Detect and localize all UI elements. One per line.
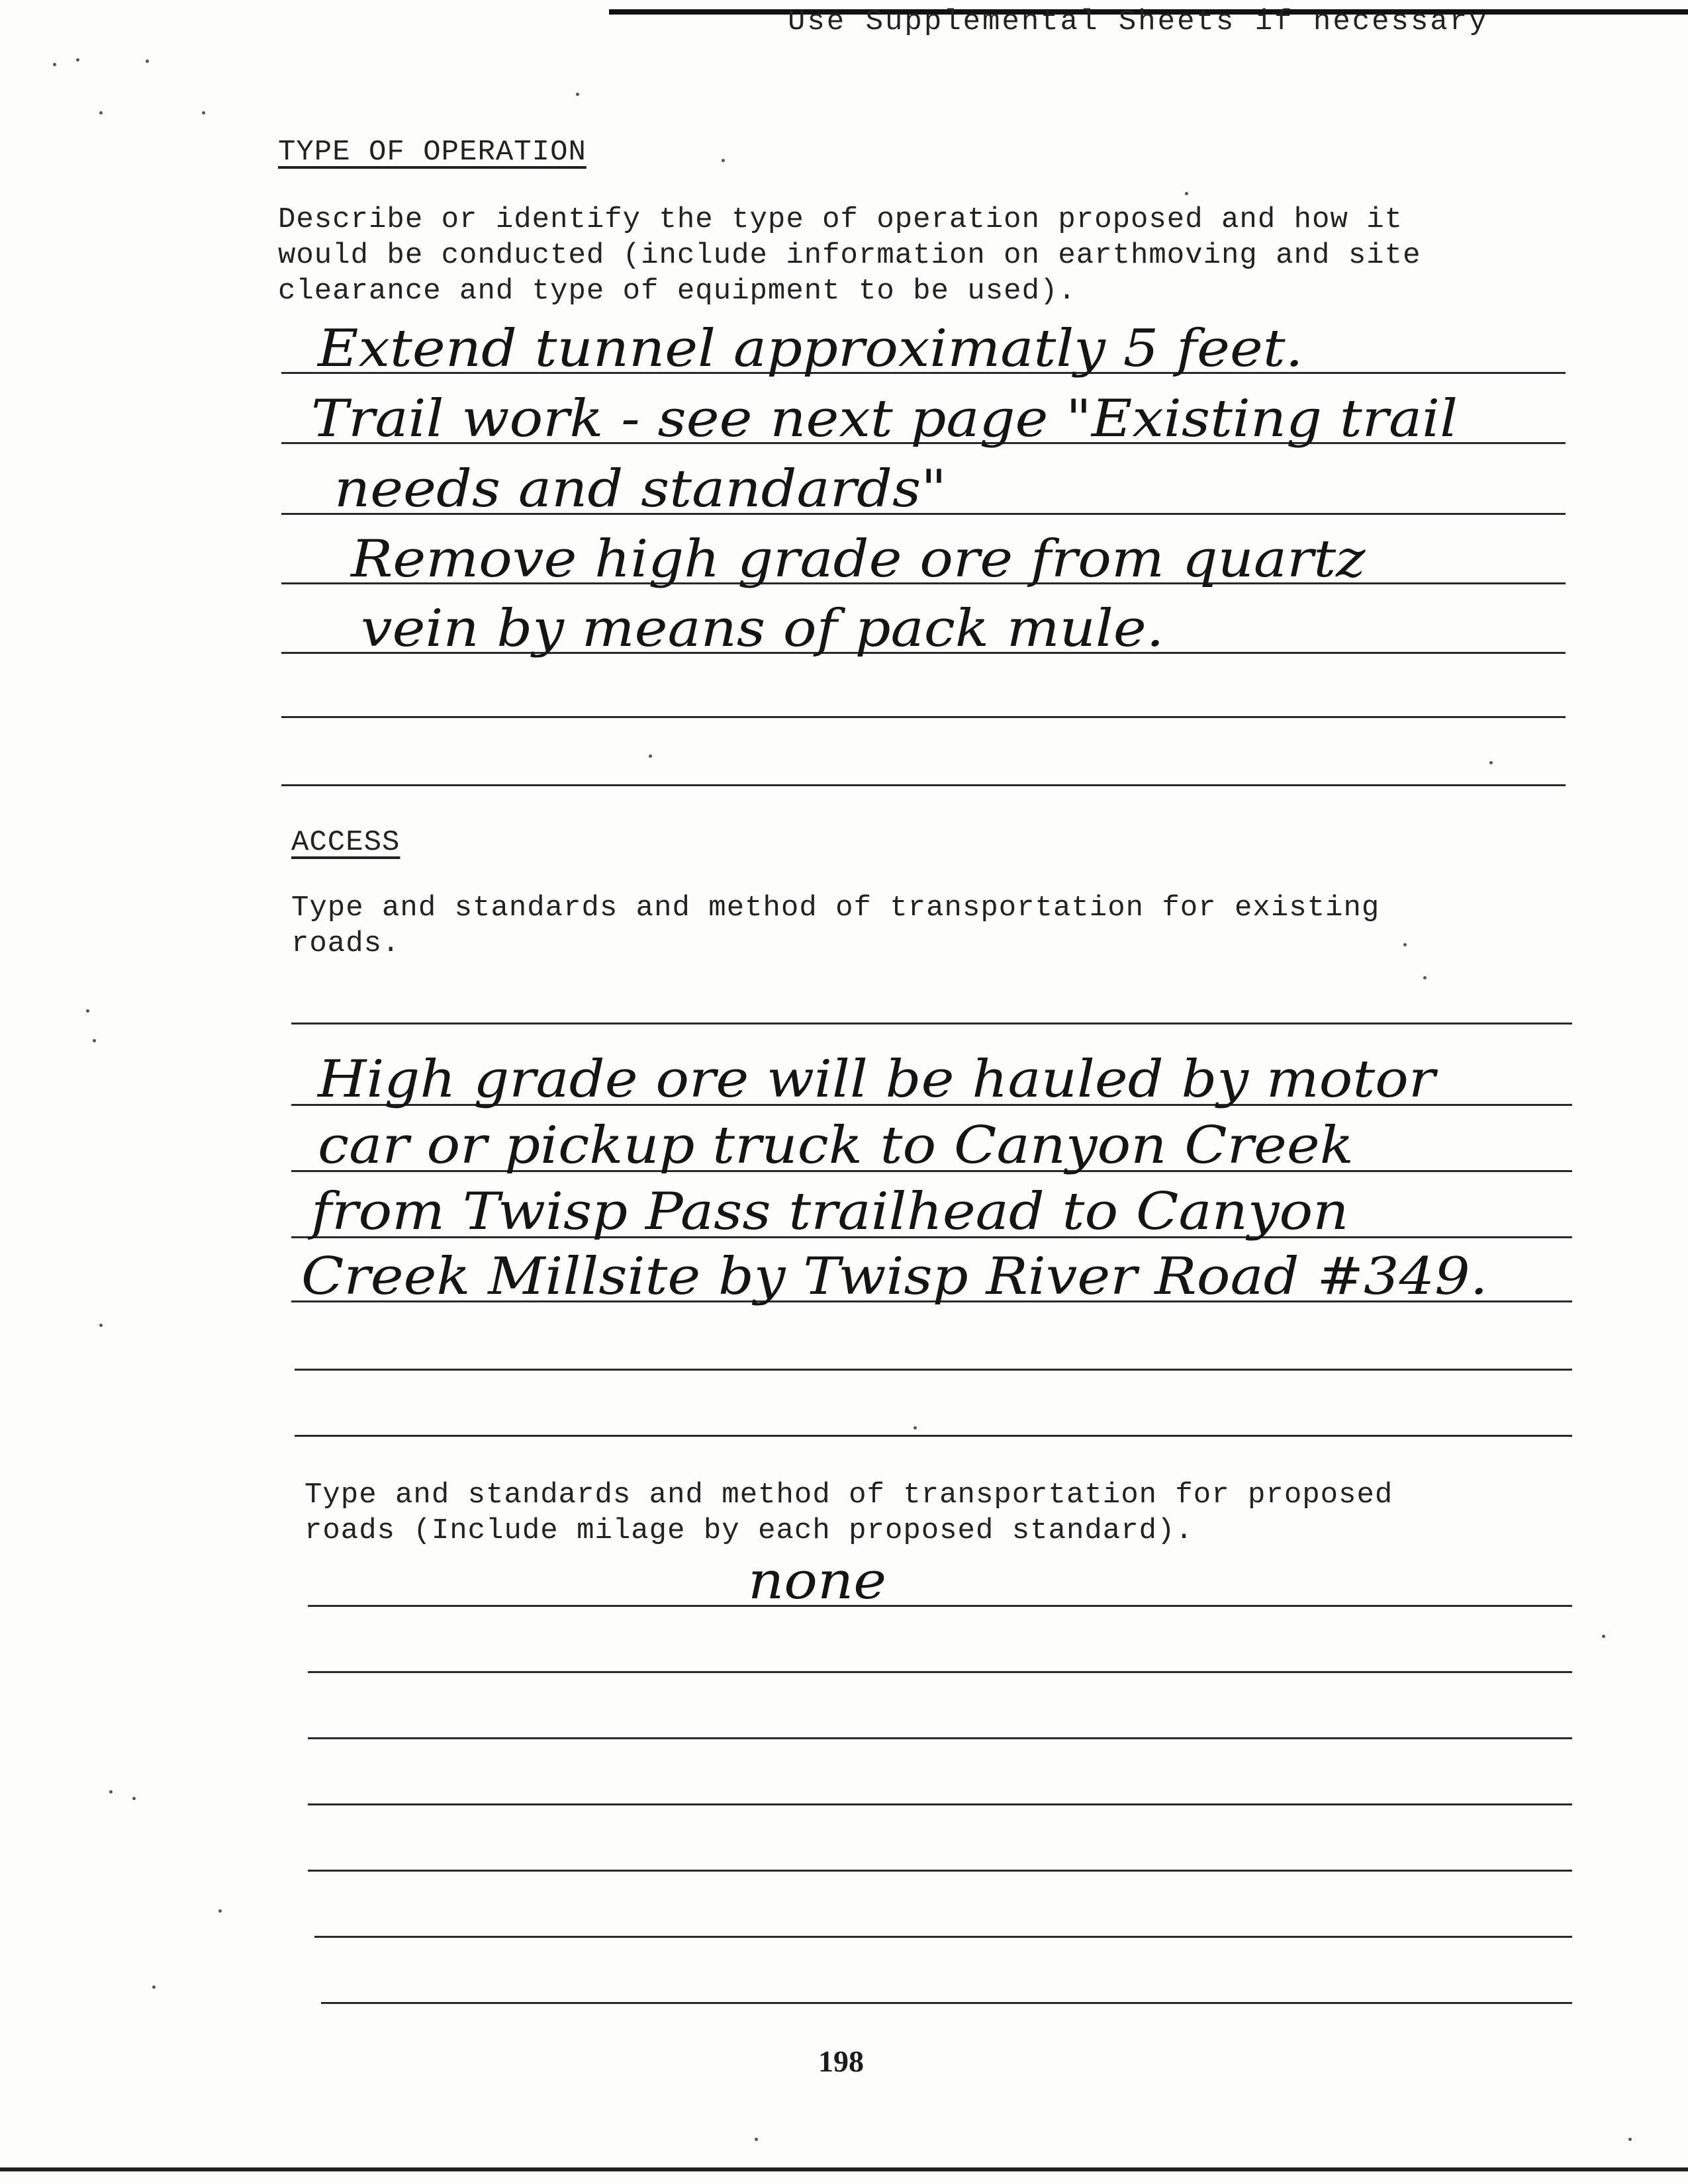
answer-rule	[281, 716, 1566, 718]
answer-rule	[295, 1369, 1572, 1371]
page-number: 198	[818, 2044, 864, 2078]
handwritten-answer: Remove high grade ore from quartz	[351, 529, 1366, 589]
handwritten-answer: Trail work - see next page "Existing trail	[311, 389, 1458, 449]
answer-rule	[308, 1803, 1572, 1805]
scan-speck	[202, 111, 205, 114]
scan-speck	[218, 1909, 222, 1913]
answer-rule	[314, 1936, 1572, 1938]
scan-speck	[53, 63, 56, 66]
instruction-line: Type and standards and method of transportation for proposed	[305, 1479, 1393, 1512]
handwritten-answer: Extend tunnel approximatly 5 feet.	[318, 319, 1303, 379]
answer-rule	[308, 1870, 1572, 1872]
answer-rule	[291, 1023, 1572, 1024]
scan-speck	[1628, 2138, 1632, 2141]
scan-speck	[86, 1009, 89, 1013]
instruction-line: Describe or identify the type of operation proposed and how it	[278, 203, 1403, 236]
scan-speck	[99, 1324, 103, 1327]
supplemental-sheets-note: Use Supplemental Sheets if necessary	[788, 5, 1489, 38]
handwritten-answer: none	[748, 1551, 887, 1611]
scan-speck	[914, 1426, 917, 1430]
scan-speck	[1489, 761, 1493, 764]
answer-rule	[308, 1605, 1572, 1607]
answer-rule	[295, 1435, 1572, 1437]
handwritten-answer: from Twisp Pass trailhead to Canyon	[311, 1182, 1349, 1242]
scan-speck	[1423, 976, 1427, 979]
bottom-rule	[0, 2167, 1688, 2171]
type-of-operation-heading: TYPE OF OPERATION	[278, 136, 586, 169]
handwritten-answer: High grade ore will be hauled by motor	[318, 1050, 1436, 1109]
scan-speck	[576, 93, 579, 96]
scan-speck	[755, 2138, 758, 2141]
answer-rule	[308, 1737, 1572, 1739]
scan-speck	[132, 1797, 136, 1800]
handwritten-answer: car or pickup truck to Canyon Creek	[318, 1116, 1354, 1175]
scan-speck	[99, 111, 103, 114]
scan-speck	[649, 754, 652, 758]
scan-speck	[152, 1985, 156, 1989]
instruction-line: clearance and type of equipment to be used).	[278, 275, 1076, 308]
scan-speck	[146, 60, 149, 63]
existing-roads-instructions	[291, 890, 1380, 962]
answer-rule	[308, 1671, 1572, 1673]
scan-speck	[1602, 1635, 1605, 1638]
answer-rule	[281, 784, 1566, 786]
scan-speck	[76, 58, 79, 62]
instruction-line: would be conducted (include information on earthmoving and site	[278, 239, 1421, 272]
instruction-line: roads.	[291, 927, 400, 960]
scan-speck	[1403, 943, 1407, 946]
handwritten-answer: needs and standards"	[334, 459, 947, 519]
scan-speck	[109, 1790, 113, 1794]
scan-speck	[722, 159, 725, 162]
handwritten-answer: Creek Millsite by Twisp River Road #349.	[301, 1247, 1488, 1306]
scan-speck	[1185, 192, 1188, 195]
answer-rule	[321, 2002, 1572, 2004]
proposed-roads-instructions	[305, 1477, 1393, 1549]
instruction-line: roads (Include milage by each proposed standard).	[305, 1514, 1194, 1547]
scan-speck	[93, 1039, 96, 1042]
instruction-line: Type and standards and method of transportation for existing	[291, 891, 1380, 925]
handwritten-answer: vein by means of pack mule.	[361, 599, 1164, 659]
type-of-operation-instructions	[278, 202, 1421, 309]
access-heading: ACCESS	[291, 826, 400, 859]
